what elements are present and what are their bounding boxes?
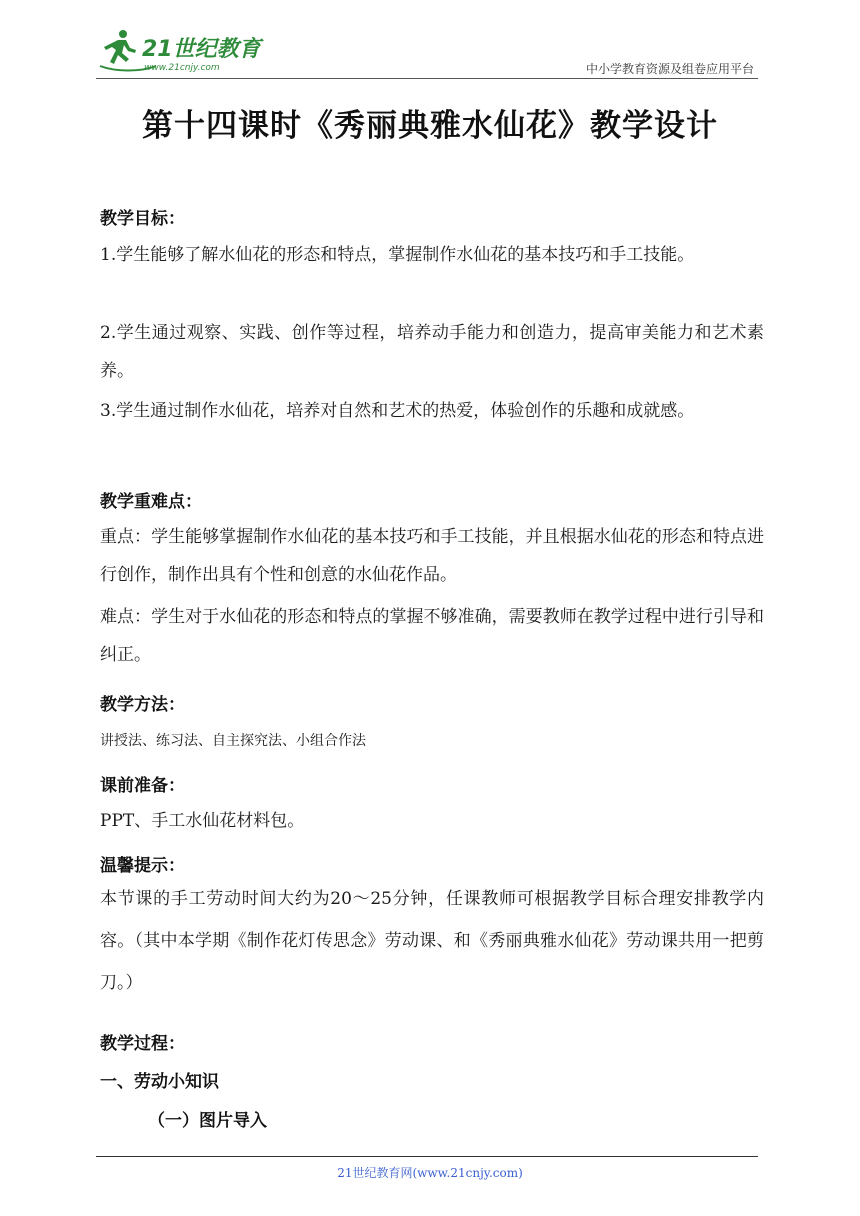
goal-2: 2.学生通过观察、实践、创作等过程，培养动手能力和创造力，提高审美能力和艺术素养。 [100, 323, 764, 381]
platform-name: 中小学教育资源及组卷应用平台 [585, 62, 754, 76]
tips-heading: 温馨提示： [100, 856, 185, 876]
svg-text:www.21cnjy.com: www.21cnjy.com [144, 63, 220, 73]
header-divider [96, 78, 758, 79]
tips-text: 本节课的手工劳动时间大约为20～25分钟，任课教师可根据教学目标合理安排教学内容。（其中本学期《制作花灯传思念》劳动课、和《秀丽典雅水仙花》劳动课共用一把剪刀。） [100, 889, 764, 993]
logo [96, 26, 266, 76]
goal-1: 1.学生能够了解水仙花的形态和特点，掌握制作水仙花的基本技巧和手工技能。 [100, 245, 695, 265]
page-title: 第十四课时《秀丽典雅水仙花》教学设计 [142, 108, 718, 144]
goals-heading: 教学目标： [100, 209, 185, 229]
goal-3: 3.学生通过制作水仙花，培养对自然和艺术的热爱，体验创作的乐趣和成就感。 [100, 401, 695, 421]
key-point: 重点：学生能够掌握制作水仙花的基本技巧和手工技能，并且根据水仙花的形态和特点进行创作，制作出具有个性和创意的水仙花作品。 [100, 527, 764, 585]
method-heading: 教学方法： [100, 695, 185, 715]
part-1-1-heading: （一）图片导入 [148, 1111, 267, 1131]
runner-logo-icon [96, 26, 266, 76]
footer-divider [96, 1156, 758, 1157]
methods-text: 讲授法、练习法、自主探究法、小组合作法 [100, 733, 366, 749]
difficulty-heading: 教学重难点： [100, 492, 202, 512]
part-1-heading: 一、劳动小知识 [100, 1072, 219, 1092]
hard-point: 难点：学生对于水仙花的形态和特点的掌握不够准确，需要教师在教学过程中进行引导和纠正。 [100, 607, 764, 665]
footer-text: 21世纪教育网(www.21cnjy.com) [337, 1166, 523, 1180]
svg-text:21世纪教育: 21世纪教育 [142, 37, 261, 62]
prep-heading: 课前准备： [100, 776, 185, 796]
page-header [96, 26, 758, 78]
process-heading: 教学过程： [100, 1034, 185, 1054]
prep-text: PPT、手工水仙花材料包。 [100, 811, 305, 831]
